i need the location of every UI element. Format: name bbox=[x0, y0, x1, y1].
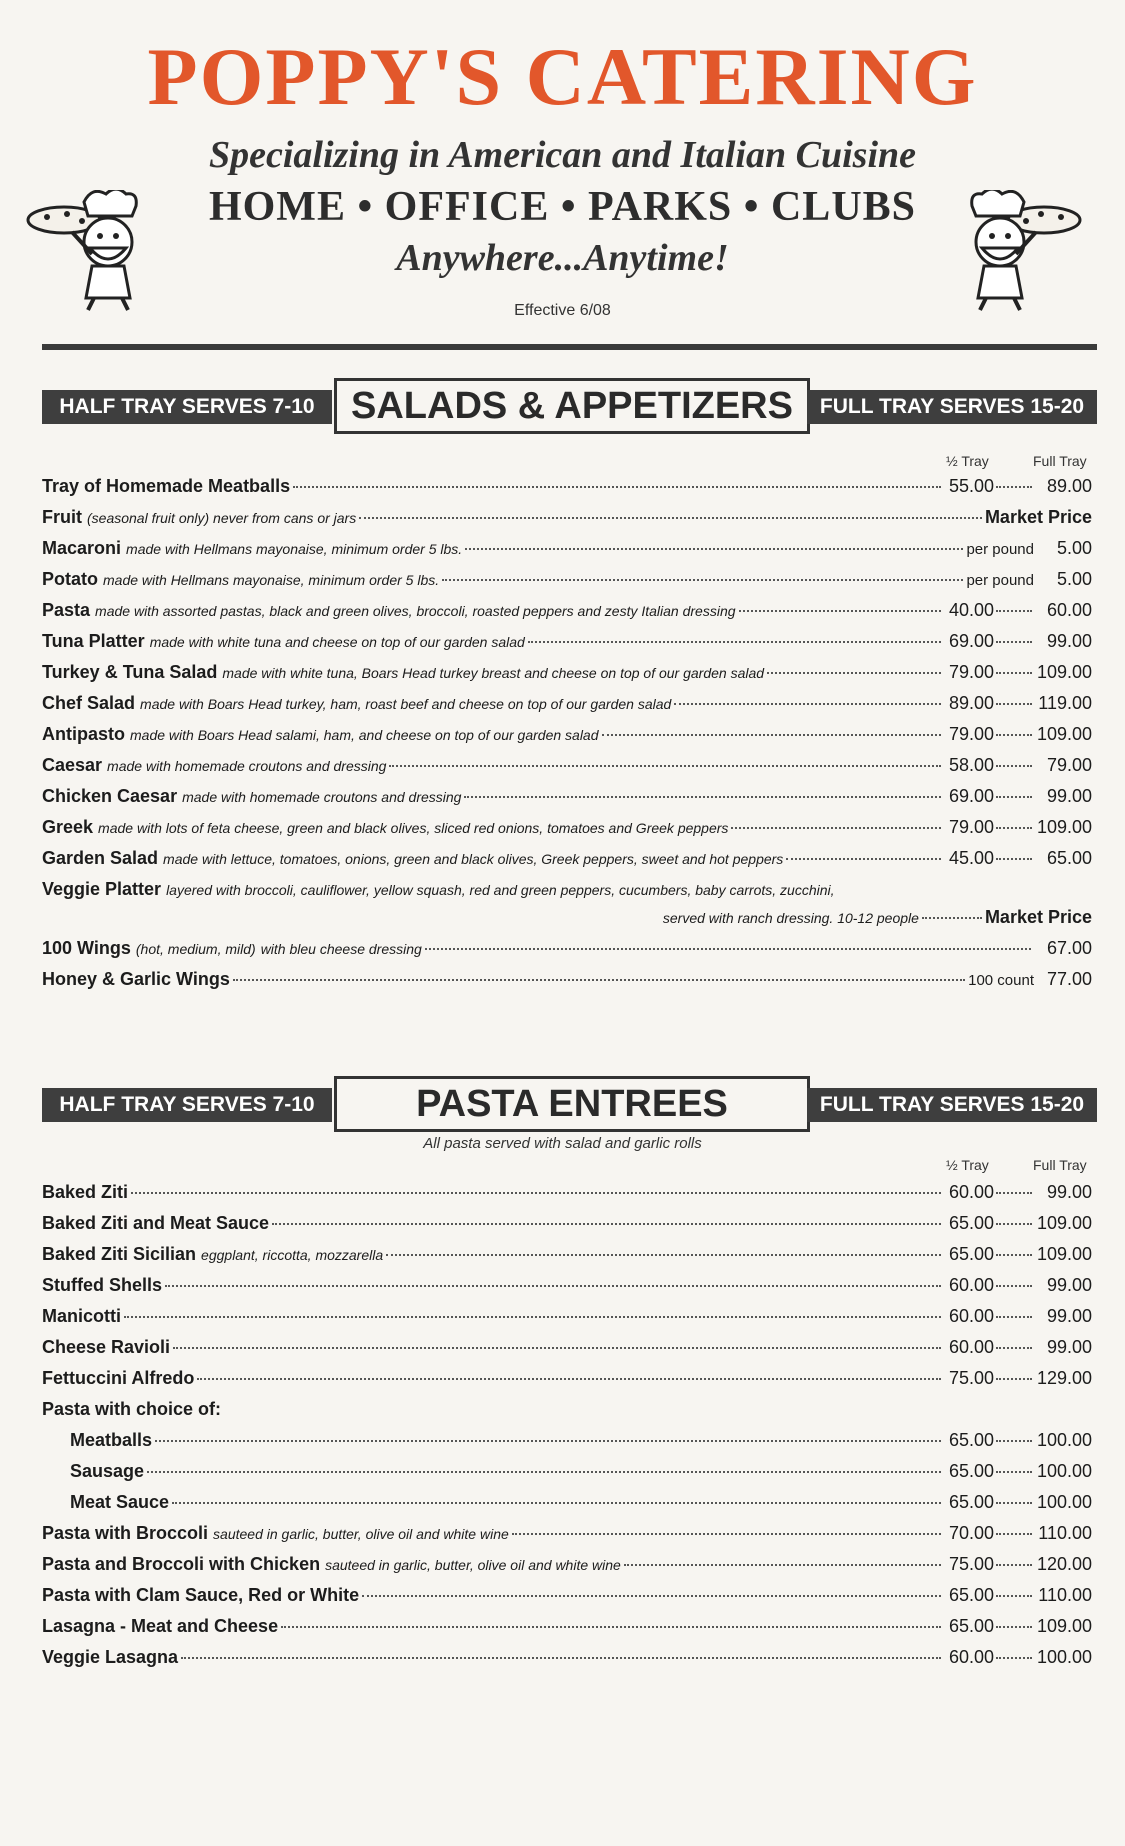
dot-leader bbox=[996, 486, 1032, 488]
full-tray-price: 99.00 bbox=[1046, 631, 1092, 651]
full-tray-column-header: Full Tray bbox=[1033, 1157, 1087, 1173]
full-tray-price: 99.00 bbox=[1046, 1275, 1092, 1295]
dot-leader bbox=[172, 1502, 941, 1504]
half-tray-price: 65.00 bbox=[948, 1461, 994, 1481]
venues-line: HOME • OFFICE • PARKS • CLUBS bbox=[208, 184, 917, 230]
dot-leader bbox=[996, 1347, 1032, 1349]
full-tray-price: 119.00 bbox=[1038, 693, 1092, 713]
dot-leader bbox=[996, 858, 1032, 860]
dot-leader bbox=[786, 858, 941, 860]
salads-section-header bbox=[42, 378, 1097, 434]
item-name: Chef Salad bbox=[42, 693, 136, 713]
item-description: eggplant, riccotta, mozzarella bbox=[201, 1247, 384, 1263]
header-divider bbox=[42, 344, 1097, 350]
half-tray-price: 60.00 bbox=[948, 1275, 994, 1295]
item-price: 5.00 bbox=[1056, 538, 1092, 558]
full-tray-price: 99.00 bbox=[1046, 786, 1092, 806]
dot-leader bbox=[996, 1378, 1032, 1380]
menu-item bbox=[42, 569, 1092, 600]
menu-item bbox=[42, 1616, 1092, 1647]
pasta-section-header bbox=[42, 1076, 1097, 1132]
item-name: Baked Ziti and Meat Sauce bbox=[42, 1213, 270, 1233]
tagline: Specializing in American and Italian Cuisine bbox=[208, 134, 917, 176]
half-tray-price: 75.00 bbox=[948, 1554, 994, 1574]
dot-leader bbox=[272, 1223, 941, 1225]
dot-leader bbox=[996, 1285, 1032, 1287]
half-tray-price: 69.00 bbox=[948, 786, 994, 806]
dot-leader bbox=[165, 1285, 941, 1287]
half-tray-column-header: ½ Tray bbox=[946, 453, 989, 469]
item-name: Tray of Homemade Meatballs bbox=[42, 476, 291, 496]
dot-leader bbox=[996, 827, 1032, 829]
half-tray-price: 89.00 bbox=[948, 693, 994, 713]
full-tray-price: 109.00 bbox=[1036, 662, 1092, 682]
salads-section-title: SALADS & APPETIZERS bbox=[334, 378, 810, 434]
business-title: POPPY'S CATERING bbox=[147, 31, 978, 122]
dot-leader bbox=[731, 827, 941, 829]
item-name: Antipasto bbox=[42, 724, 125, 744]
menu-item bbox=[42, 1368, 1092, 1399]
item-name: Greek bbox=[42, 817, 94, 837]
item-name: Veggie Lasagna bbox=[42, 1647, 179, 1667]
menu-item bbox=[42, 1182, 1092, 1213]
dot-leader bbox=[173, 1347, 941, 1349]
half-tray-price: 65.00 bbox=[948, 1492, 994, 1512]
dot-leader bbox=[233, 979, 965, 981]
full-tray-price: 109.00 bbox=[1036, 817, 1092, 837]
dot-leader bbox=[389, 765, 941, 767]
half-tray-price: 65.00 bbox=[948, 1213, 994, 1233]
full-tray-price: 129.00 bbox=[1036, 1368, 1092, 1388]
menu-item bbox=[42, 907, 1092, 938]
dot-leader bbox=[996, 610, 1032, 612]
dot-leader bbox=[124, 1316, 941, 1318]
menu-item bbox=[42, 938, 1092, 969]
menu-item bbox=[42, 1244, 1092, 1275]
menu-item bbox=[42, 1554, 1092, 1585]
full-tray-price: 109.00 bbox=[1036, 1213, 1092, 1233]
item-description: made with homemade croutons and dressing bbox=[107, 758, 387, 774]
full-tray-price: 65.00 bbox=[1046, 848, 1092, 868]
half-tray-price: 65.00 bbox=[948, 1585, 994, 1605]
dot-leader bbox=[464, 796, 941, 798]
item-description: made with white tuna, Boars Head turkey breast and cheese on top of our garden salad bbox=[222, 665, 765, 681]
full-tray-price: 99.00 bbox=[1046, 1182, 1092, 1202]
item-name: Sausage bbox=[70, 1461, 145, 1481]
menu-item bbox=[42, 1306, 1092, 1337]
item-name: Baked Ziti Sicilian bbox=[42, 1244, 197, 1264]
item-name: Stuffed Shells bbox=[42, 1275, 163, 1295]
item-description: made with Hellmans mayonaise, minimum order 5 lbs. bbox=[103, 572, 440, 588]
chef-mascot-icon bbox=[22, 190, 172, 315]
menu-item bbox=[42, 631, 1092, 662]
item-name: Baked Ziti bbox=[42, 1182, 129, 1202]
half-tray-price: 60.00 bbox=[948, 1337, 994, 1357]
item-name: Manicotti bbox=[42, 1306, 121, 1326]
dot-leader bbox=[996, 1192, 1032, 1194]
item-name: Honey & Garlic Wings bbox=[42, 969, 230, 989]
item-name: Chicken Caesar bbox=[42, 786, 178, 806]
dot-leader bbox=[512, 1533, 941, 1535]
dot-leader bbox=[147, 1471, 941, 1473]
market-price: Market Price bbox=[984, 907, 1092, 927]
full-tray-price: 109.00 bbox=[1036, 1244, 1092, 1264]
dot-leader bbox=[425, 948, 1031, 950]
item-description: (seasonal fruit only) never from cans or jars bbox=[87, 510, 357, 526]
half-tray-price: 69.00 bbox=[948, 631, 994, 651]
dot-leader bbox=[155, 1440, 941, 1442]
half-tray-price: 60.00 bbox=[948, 1182, 994, 1202]
dot-leader bbox=[465, 548, 963, 550]
half-tray-price: 65.00 bbox=[948, 1430, 994, 1450]
menu-item bbox=[42, 1275, 1092, 1306]
dot-leader bbox=[996, 1533, 1032, 1535]
salads-list bbox=[42, 476, 1092, 1000]
full-tray-price: 100.00 bbox=[1036, 1492, 1092, 1512]
dot-leader bbox=[996, 1595, 1032, 1597]
menu-item bbox=[42, 1492, 1092, 1523]
full-tray-price: 79.00 bbox=[1046, 755, 1092, 775]
dot-leader bbox=[996, 1502, 1032, 1504]
dot-leader bbox=[996, 1223, 1032, 1225]
dot-leader bbox=[293, 486, 941, 488]
menu-item bbox=[42, 1399, 1092, 1430]
dot-leader bbox=[602, 734, 941, 736]
dot-leader bbox=[359, 517, 982, 519]
dot-leader bbox=[674, 703, 941, 705]
full-tray-price: 99.00 bbox=[1046, 1306, 1092, 1326]
dot-leader bbox=[181, 1657, 941, 1659]
dot-leader bbox=[528, 641, 941, 643]
price-unit: per pound bbox=[966, 572, 1034, 589]
item-description: layered with broccoli, cauliflower, yellow squash, red and green peppers, cucumbers, baby carrots, zucchini, bbox=[166, 882, 835, 898]
dot-leader bbox=[996, 1471, 1032, 1473]
dot-leader bbox=[996, 1316, 1032, 1318]
dot-leader bbox=[996, 1564, 1032, 1566]
item-description: made with Boars Head turkey, ham, roast beef and cheese on top of our garden salad bbox=[140, 696, 672, 712]
dot-leader bbox=[362, 1595, 941, 1597]
dot-leader bbox=[996, 672, 1032, 674]
full-tray-price: 89.00 bbox=[1046, 476, 1092, 496]
item-name: Fruit bbox=[42, 507, 82, 527]
full-tray-price: 100.00 bbox=[1036, 1461, 1092, 1481]
item-description: made with assorted pastas, black and green olives, broccoli, roasted peppers and zesty Italian dressing bbox=[95, 603, 736, 619]
full-tray-price: 99.00 bbox=[1046, 1337, 1092, 1357]
item-name: Meatballs bbox=[70, 1430, 153, 1450]
half-tray-label: HALF TRAY SERVES 7-10 bbox=[42, 390, 332, 424]
item-name: Macaroni bbox=[42, 538, 122, 558]
dot-leader bbox=[767, 672, 941, 674]
item-name: Pasta and Broccoli with Chicken bbox=[42, 1554, 321, 1574]
menu-item bbox=[42, 755, 1092, 786]
full-tray-price: 60.00 bbox=[1046, 600, 1092, 620]
dot-leader bbox=[996, 1254, 1032, 1256]
item-name: Potato bbox=[42, 569, 98, 589]
menu-item bbox=[42, 507, 1092, 538]
menu-item bbox=[42, 1585, 1092, 1616]
dot-leader bbox=[996, 1657, 1032, 1659]
item-description: served with ranch dressing. 10-12 people bbox=[662, 910, 919, 926]
item-description: made with lettuce, tomatoes, onions, green and black olives, Greek peppers, sweet and hot peppers bbox=[163, 851, 784, 867]
full-tray-label: FULL TRAY SERVES 15-20 bbox=[807, 390, 1097, 424]
half-tray-price: 70.00 bbox=[948, 1523, 994, 1543]
half-tray-price: 79.00 bbox=[948, 724, 994, 744]
price-unit: per pound bbox=[966, 541, 1034, 558]
dot-leader bbox=[131, 1192, 941, 1194]
menu-item bbox=[42, 1213, 1092, 1244]
item-description: sauteed in garlic, butter, olive oil and white wine bbox=[325, 1557, 621, 1573]
menu-header bbox=[0, 0, 1125, 330]
half-tray-price: 75.00 bbox=[948, 1368, 994, 1388]
item-description: made with Hellmans mayonaise, minimum order 5 lbs. bbox=[126, 541, 463, 557]
item-name: Tuna Platter bbox=[42, 631, 145, 651]
effective-date: Effective 6/08 bbox=[514, 302, 611, 319]
item-name: Pasta with Broccoli bbox=[42, 1523, 209, 1543]
dot-leader bbox=[922, 917, 982, 919]
menu-item bbox=[42, 1337, 1092, 1368]
item-options: (hot, medium, mild) bbox=[135, 941, 256, 957]
menu-item bbox=[42, 1523, 1092, 1554]
half-tray-price: 45.00 bbox=[948, 848, 994, 868]
item-name: Cheese Ravioli bbox=[42, 1337, 171, 1357]
half-tray-price: 58.00 bbox=[948, 755, 994, 775]
pasta-list bbox=[42, 1182, 1092, 1678]
item-price: 77.00 bbox=[1046, 969, 1092, 989]
full-tray-price: 110.00 bbox=[1038, 1585, 1092, 1605]
menu-item bbox=[42, 1647, 1092, 1678]
menu-item bbox=[42, 1430, 1092, 1461]
menu-item bbox=[42, 600, 1092, 631]
item-name: Pasta bbox=[42, 600, 91, 620]
menu-item bbox=[42, 538, 1092, 569]
half-tray-price: 65.00 bbox=[948, 1616, 994, 1636]
item-name: 100 Wings bbox=[42, 938, 131, 958]
half-tray-price: 40.00 bbox=[948, 600, 994, 620]
item-description: made with homemade croutons and dressing bbox=[182, 789, 462, 805]
full-tray-price: 100.00 bbox=[1036, 1647, 1092, 1667]
menu-item bbox=[42, 786, 1092, 817]
menu-item bbox=[42, 476, 1092, 507]
dot-leader bbox=[996, 703, 1032, 705]
item-description: made with white tuna and cheese on top of our garden salad bbox=[149, 634, 525, 650]
item-description: made with lots of feta cheese, green and black olives, sliced red onions, tomatoes and Greek peppers bbox=[98, 820, 729, 836]
dot-leader bbox=[281, 1626, 941, 1628]
dot-leader bbox=[996, 1440, 1032, 1442]
menu-item bbox=[42, 693, 1092, 724]
half-tray-column-header: ½ Tray bbox=[946, 1157, 989, 1173]
item-name: Pasta with choice of: bbox=[42, 1399, 222, 1419]
dot-leader bbox=[624, 1564, 941, 1566]
item-name: Veggie Platter bbox=[42, 879, 162, 899]
item-name: Caesar bbox=[42, 755, 103, 775]
item-description: made with Boars Head salami, ham, and cheese on top of our garden salad bbox=[130, 727, 599, 743]
menu-item bbox=[42, 662, 1092, 693]
dot-leader bbox=[442, 579, 963, 581]
menu-item bbox=[42, 848, 1092, 879]
menu-item bbox=[42, 817, 1092, 848]
half-tray-price: 79.00 bbox=[948, 817, 994, 837]
item-name: Turkey & Tuna Salad bbox=[42, 662, 218, 682]
half-tray-price: 60.00 bbox=[948, 1306, 994, 1326]
half-tray-price: 79.00 bbox=[948, 662, 994, 682]
half-tray-price: 65.00 bbox=[948, 1244, 994, 1264]
full-tray-price: 120.00 bbox=[1036, 1554, 1092, 1574]
full-tray-price: 100.00 bbox=[1036, 1430, 1092, 1450]
menu-item bbox=[42, 969, 1092, 1000]
dot-leader bbox=[996, 1626, 1032, 1628]
item-description: with bleu cheese dressing bbox=[260, 941, 422, 957]
item-name: Fettuccini Alfredo bbox=[42, 1368, 195, 1388]
dot-leader bbox=[996, 641, 1032, 643]
dot-leader bbox=[996, 765, 1032, 767]
pasta-section-title: PASTA ENTREES bbox=[334, 1076, 810, 1132]
menu-item bbox=[42, 1461, 1092, 1492]
menu-item bbox=[42, 724, 1092, 755]
full-tray-price: 109.00 bbox=[1036, 724, 1092, 744]
dot-leader bbox=[386, 1254, 941, 1256]
dot-leader bbox=[996, 796, 1032, 798]
half-tray-price: 55.00 bbox=[948, 476, 994, 496]
half-tray-label: HALF TRAY SERVES 7-10 bbox=[42, 1088, 332, 1122]
dot-leader bbox=[996, 734, 1032, 736]
slogan: Anywhere...Anytime! bbox=[396, 237, 729, 279]
pasta-note: All pasta served with salad and garlic rolls bbox=[423, 1135, 702, 1152]
full-tray-price: 109.00 bbox=[1036, 1616, 1092, 1636]
item-name: Meat Sauce bbox=[70, 1492, 170, 1512]
item-name: Lasagna - Meat and Cheese bbox=[42, 1616, 279, 1636]
item-price: 5.00 bbox=[1056, 569, 1092, 589]
item-price: 67.00 bbox=[1046, 938, 1092, 958]
full-tray-label: FULL TRAY SERVES 15-20 bbox=[807, 1088, 1097, 1122]
dot-leader bbox=[739, 610, 941, 612]
chef-mascot-icon bbox=[936, 190, 1086, 315]
price-unit: 100 count bbox=[968, 972, 1034, 989]
item-description: sauteed in garlic, butter, olive oil and white wine bbox=[213, 1526, 509, 1542]
market-price: Market Price bbox=[984, 507, 1092, 527]
full-tray-column-header: Full Tray bbox=[1033, 453, 1087, 469]
item-name: Pasta with Clam Sauce, Red or White bbox=[42, 1585, 360, 1605]
dot-leader bbox=[197, 1378, 941, 1380]
full-tray-price: 110.00 bbox=[1038, 1523, 1092, 1543]
menu-item bbox=[42, 879, 1092, 907]
item-name: Garden Salad bbox=[42, 848, 159, 868]
half-tray-price: 60.00 bbox=[948, 1647, 994, 1667]
